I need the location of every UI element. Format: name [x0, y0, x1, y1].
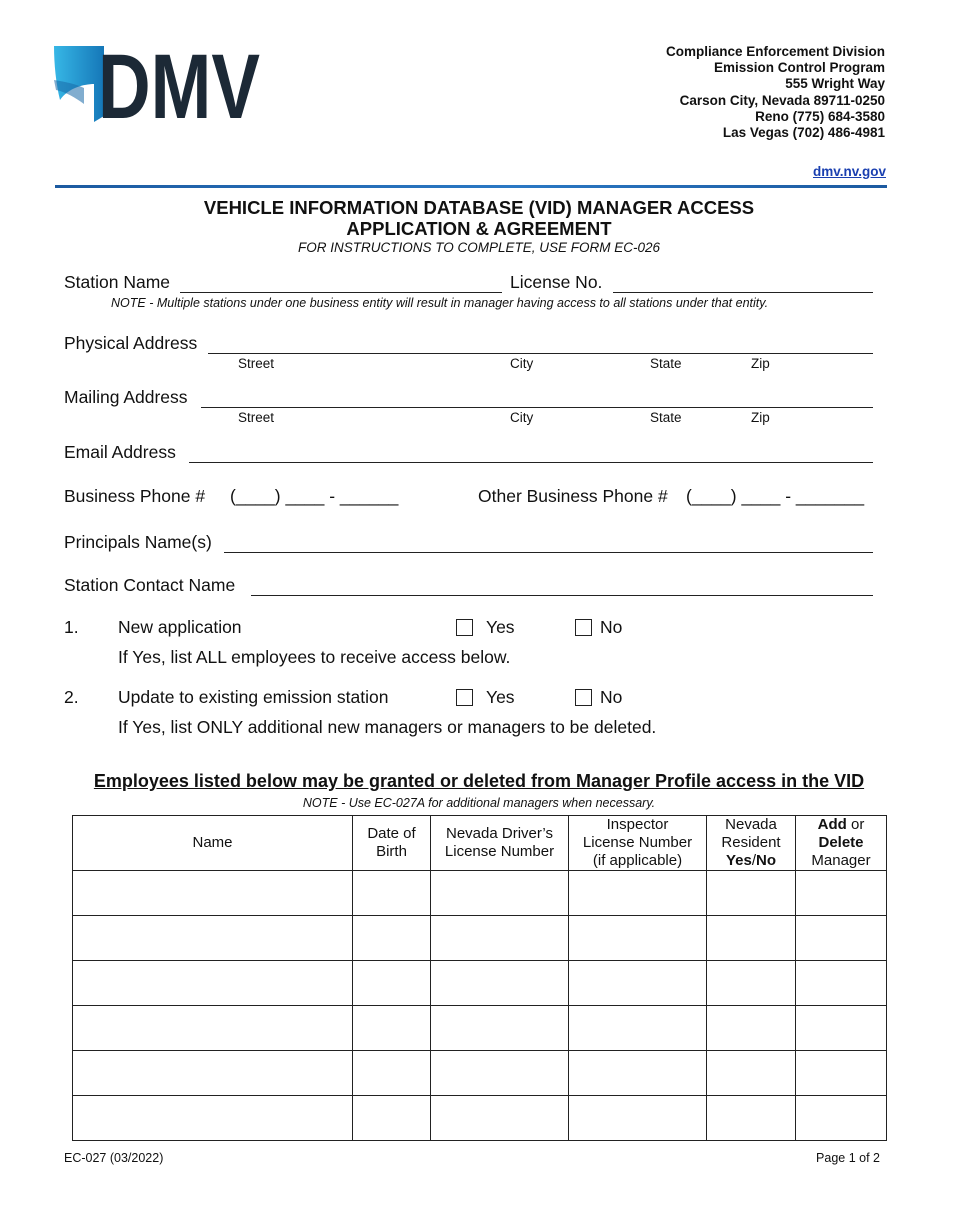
- form-title-sub: APPLICATION & AGREEMENT: [346, 218, 612, 239]
- question-update-station: Update to existing emission station: [118, 687, 389, 707]
- business-phone-field[interactable]: (____) ____ - ______: [230, 486, 399, 506]
- contact-name-field[interactable]: [251, 595, 873, 596]
- column-header-nevada-resident: Nevada Resident Yes/No: [707, 816, 796, 871]
- column-header-drivers-license: Nevada Driver’s License Number: [431, 816, 569, 871]
- question-followup: If Yes, list ONLY additional new managers or managers to be deleted.: [118, 717, 657, 737]
- station-note: NOTE - Multiple stations under one business entity will result in manager having access to all stations under that entity.: [111, 296, 769, 310]
- table-row: [73, 1096, 887, 1141]
- agency-address-block: [666, 44, 885, 141]
- agency-line: Compliance Enforcement Division: [665, 44, 885, 59]
- cell-dob[interactable]: [353, 871, 431, 916]
- column-header-add-delete: Add or Delete Manager: [796, 816, 887, 871]
- cell-add-delete[interactable]: [796, 1096, 887, 1141]
- no-label: No: [600, 617, 623, 637]
- question-new-application: New application: [118, 617, 242, 637]
- agency-line: Carson City, Nevada 89711-0250: [679, 92, 885, 108]
- cell-name[interactable]: [73, 1006, 353, 1051]
- question-followup: If Yes, list ALL employees to receive access below.: [118, 647, 511, 667]
- question-number: 2.: [64, 687, 79, 707]
- cell-dob[interactable]: [353, 1006, 431, 1051]
- employees-note: NOTE - Use EC-027A for additional managers when necessary.: [302, 796, 656, 810]
- mailing-address-label: Mailing Address: [64, 387, 188, 407]
- question-number: 1.: [64, 617, 79, 637]
- agency-line: Reno (775) 684-3580: [755, 108, 885, 124]
- cell-inspector-license[interactable]: [569, 961, 707, 1006]
- column-header-inspector-license: Inspector License Number (if applicable): [569, 816, 707, 871]
- agency-line: 555 Wright Way: [785, 76, 885, 92]
- cell-drivers-license[interactable]: [431, 916, 569, 961]
- table-header-row: [73, 816, 887, 871]
- city-sublabel: City: [510, 410, 534, 425]
- cell-add-delete[interactable]: [796, 916, 887, 961]
- cell-inspector-license[interactable]: [569, 1051, 707, 1096]
- cell-dob[interactable]: [353, 1051, 431, 1096]
- cell-inspector-license[interactable]: [569, 916, 707, 961]
- street-sublabel: Street: [238, 356, 275, 371]
- cell-nevada-resident[interactable]: [707, 871, 796, 916]
- cell-dob[interactable]: [353, 916, 431, 961]
- cell-inspector-license[interactable]: [569, 1096, 707, 1141]
- station-name-label: Station Name: [64, 272, 171, 292]
- cell-drivers-license[interactable]: [431, 871, 569, 916]
- page-number: Page 1 of 2: [816, 1151, 880, 1165]
- header-rule: [55, 185, 887, 188]
- no-label: No: [600, 687, 623, 707]
- station-name-field[interactable]: [180, 292, 502, 293]
- employees-table: [72, 815, 887, 1141]
- cell-name[interactable]: [73, 1096, 353, 1141]
- license-no-field[interactable]: [613, 292, 873, 293]
- table-row: [73, 961, 887, 1006]
- column-header-dob: Date of Birth: [353, 816, 431, 871]
- cell-dob[interactable]: [353, 1096, 431, 1141]
- cell-name[interactable]: [73, 1051, 353, 1096]
- state-sublabel: State: [650, 410, 682, 425]
- new-application-no-checkbox[interactable]: [575, 619, 592, 636]
- table-row: [73, 1051, 887, 1096]
- cell-dob[interactable]: [353, 961, 431, 1006]
- cell-name[interactable]: [73, 916, 353, 961]
- cell-drivers-license[interactable]: [431, 1096, 569, 1141]
- email-field[interactable]: [189, 462, 873, 463]
- cell-inspector-license[interactable]: [569, 1006, 707, 1051]
- table-row: [73, 916, 887, 961]
- zip-sublabel: Zip: [751, 410, 770, 425]
- form-title: VEHICLE INFORMATION DATABASE (VID) MANAGER ACCESS: [203, 197, 755, 218]
- physical-address-label: Physical Address: [64, 333, 198, 353]
- dmv-logo: [54, 36, 264, 138]
- employees-heading: Employees listed below may be granted or deleted from Manager Profile access in the VID: [93, 771, 865, 791]
- business-phone-label: Business Phone #: [64, 486, 206, 506]
- physical-address-field[interactable]: [208, 353, 873, 354]
- form-id: EC-027 (03/2022): [64, 1151, 164, 1165]
- cell-add-delete[interactable]: [796, 1006, 887, 1051]
- website-link[interactable]: dmv.nv.gov: [812, 164, 886, 179]
- cell-drivers-license[interactable]: [431, 1051, 569, 1096]
- cell-inspector-license[interactable]: [569, 871, 707, 916]
- street-sublabel: Street: [238, 410, 275, 425]
- mailing-address-field[interactable]: [201, 407, 873, 408]
- agency-line: Las Vegas (702) 486-4981: [722, 125, 885, 141]
- update-station-no-checkbox[interactable]: [575, 689, 592, 706]
- cell-drivers-license[interactable]: [431, 1006, 569, 1051]
- cell-add-delete[interactable]: [796, 1051, 887, 1096]
- update-station-yes-checkbox[interactable]: [456, 689, 473, 706]
- cell-nevada-resident[interactable]: [707, 916, 796, 961]
- cell-add-delete[interactable]: [796, 961, 887, 1006]
- cell-nevada-resident[interactable]: [707, 961, 796, 1006]
- cell-name[interactable]: [73, 961, 353, 1006]
- table-row: [73, 1006, 887, 1051]
- yes-label: Yes: [486, 687, 515, 707]
- license-no-label: License No.: [510, 272, 603, 292]
- city-sublabel: City: [510, 356, 534, 371]
- svg-text:DMV: DMV: [98, 36, 260, 138]
- contact-name-label: Station Contact Name: [64, 575, 236, 595]
- state-sublabel: State: [650, 356, 682, 371]
- column-header-name: Name: [73, 816, 353, 871]
- cell-drivers-license[interactable]: [431, 961, 569, 1006]
- yes-label: Yes: [486, 617, 515, 637]
- cell-name[interactable]: [73, 871, 353, 916]
- cell-nevada-resident[interactable]: [707, 1006, 796, 1051]
- agency-line: Emission Control Program: [713, 60, 885, 76]
- cell-nevada-resident[interactable]: [707, 1051, 796, 1096]
- principals-field[interactable]: [224, 552, 873, 553]
- other-phone-label: Other Business Phone #: [478, 486, 668, 506]
- email-label: Email Address: [64, 442, 176, 462]
- principals-label: Principals Name(s): [64, 532, 212, 552]
- zip-sublabel: Zip: [751, 356, 770, 371]
- cell-nevada-resident[interactable]: [707, 1096, 796, 1141]
- other-phone-field[interactable]: (____) ____ - _______: [686, 486, 865, 506]
- table-row: [73, 871, 887, 916]
- form-instructions: FOR INSTRUCTIONS TO COMPLETE, USE FORM EC-026: [297, 240, 661, 255]
- new-application-yes-checkbox[interactable]: [456, 619, 473, 636]
- cell-add-delete[interactable]: [796, 871, 887, 916]
